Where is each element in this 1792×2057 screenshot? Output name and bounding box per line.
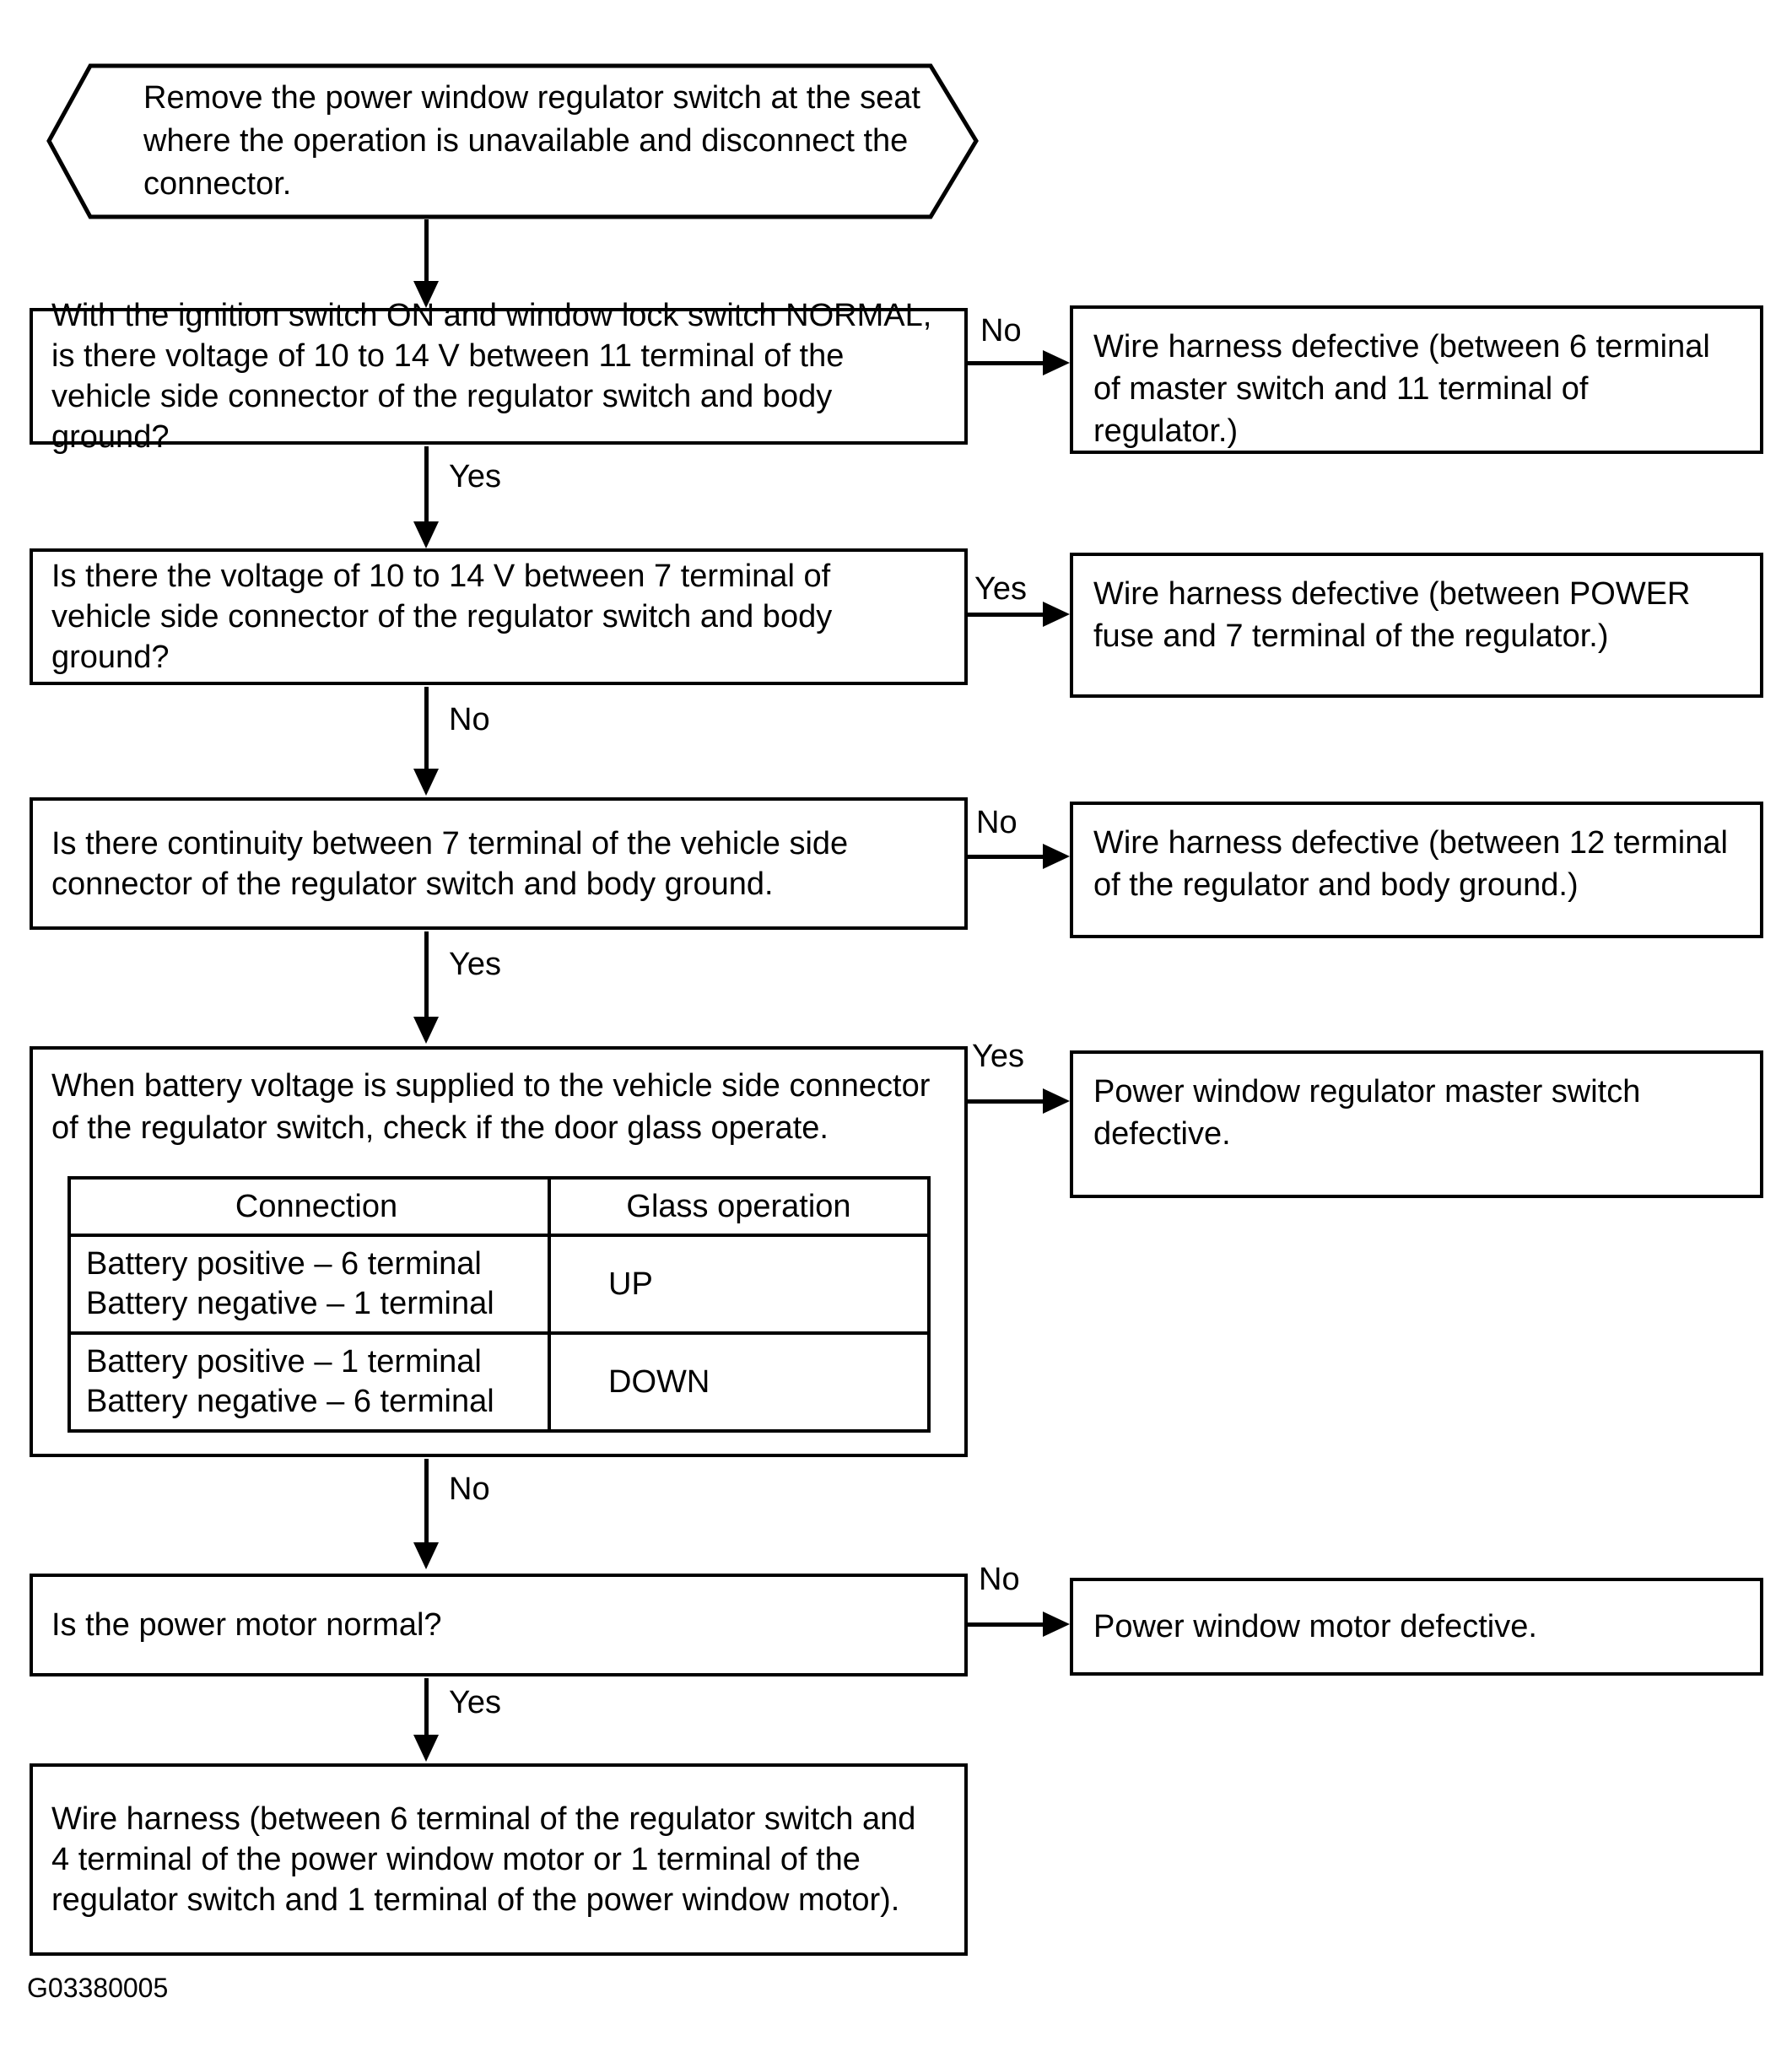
result-text-4: Power window regulator master switch defective. [1093,1074,1641,1152]
connection-cell-down [69,1333,549,1431]
operation-cell-down: DOWN [549,1333,929,1431]
branch-label-down-1: Yes [449,459,501,494]
question-text-4: When battery voltage is supplied to the vehicle side connector of the regulator switch, check if the door glass operate. [51,1068,931,1146]
question-box-3 [30,797,968,930]
arrow-right-5-head [1043,1612,1070,1637]
arrow-right-5-line [968,1622,1045,1627]
branch-label-down-3: Yes [449,947,501,982]
result-box-1 [1070,305,1763,454]
result-text-2: Wire harness defective (between POWER fuse and 7 terminal of the regulator.) [1093,576,1691,654]
figure-code: G03380005 [27,1973,169,2003]
arrow-right-3-head [1043,844,1070,869]
arrow-down-5-head [413,1735,439,1762]
arrow-down-1-line [424,446,429,524]
question-box-1 [30,298,968,455]
table-header-connection: Connection [69,1178,549,1235]
arrow-right-1-head [1043,350,1070,375]
result-box-5 [1070,1578,1763,1676]
connection-line-1: Battery positive – 6 terminal [86,1246,482,1282]
arrow-down-2-line [424,687,429,771]
result-box-2 [1070,553,1763,698]
arrow-down-2-head [413,769,439,796]
arrow-down-3-head [413,1017,439,1044]
connection-line-2: Battery negative – 6 terminal [86,1384,494,1419]
arrow-down-3-line [424,931,429,1019]
table-header-glass-operation: Glass operation [549,1178,929,1235]
glass-operation-table-header-row [69,1178,929,1235]
result-box-3 [1070,802,1763,938]
branch-label-side-2: Yes [974,571,1027,607]
connection-cell-up [69,1235,549,1333]
branch-label-down-5: Yes [449,1685,501,1720]
arrow-right-1-line [968,361,1045,365]
connection-line-1: Battery positive – 1 terminal [86,1344,482,1379]
result-text-5: Power window motor defective. [1093,1609,1537,1644]
arrow-right-2-head [1043,602,1070,627]
operation-cell-up: UP [549,1235,929,1333]
branch-label-side-3: No [976,805,1017,840]
branch-label-down-2: No [449,702,490,737]
start-node [46,63,979,219]
result-box-4 [1070,1050,1763,1198]
connection-line-2: Battery negative – 1 terminal [86,1286,494,1321]
question-text-3: Is there continuity between 7 terminal of the vehicle side connector of the regulator switch and body ground. [51,825,849,902]
branch-label-side-4: Yes [972,1039,1024,1074]
question-text-1: With the ignition switch ON and window lock switch NORMAL, is there voltage of 10 to 14 V between 11 terminal of the vehicle side connector of the regulator switch and body ground? [51,298,932,455]
question-box-5 [30,1574,968,1676]
arrow-down-5-line [424,1678,429,1737]
result-text-3: Wire harness defective (between 12 terminal of the regulator and body ground.) [1093,825,1728,903]
table-row-down [69,1333,929,1431]
question-text-2: Is there the voltage of 10 to 14 V between 7 terminal of vehicle side connector of the regulator switch and body ground? [51,559,833,675]
branch-label-side-5: No [979,1562,1020,1597]
arrow-right-4-line [968,1099,1045,1104]
branch-label-down-4: No [449,1471,490,1507]
result-text-1: Wire harness defective (between 6 terminal of master switch and 11 terminal of regulator.) [1093,329,1710,449]
arrow-right-3-line [968,855,1045,859]
table-row-up [69,1235,929,1333]
arrow-down-0-line [424,219,429,283]
end-text: Wire harness (between 6 terminal of the regulator switch and 4 terminal of the power window motor or 1 terminal of the regulator switch and 1 terminal of the power window motor). [51,1801,916,1918]
arrow-down-1-head [413,521,439,548]
arrow-down-4-line [424,1459,429,1545]
end-box [30,1763,968,1956]
start-node-text: Remove the power window regulator switch at the seat where the operation is unavailable and disconnect the connector. [143,80,920,202]
glass-operation-table [67,1176,931,1433]
arrow-right-4-head [1043,1088,1070,1114]
arrow-right-2-line [968,613,1045,617]
question-box-2 [30,548,968,685]
branch-label-side-1: No [980,313,1022,348]
arrow-down-4-head [413,1542,439,1569]
question-text-5: Is the power motor normal? [51,1607,442,1643]
question-box-4 [30,1046,968,1457]
